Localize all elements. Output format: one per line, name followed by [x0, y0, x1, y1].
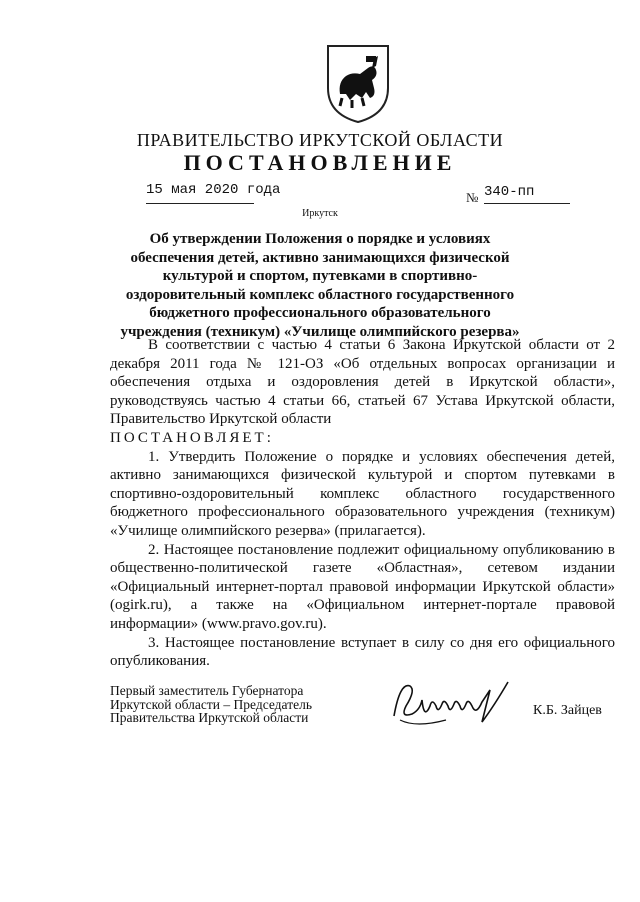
list-item: 2. Настоящее постановление подлежит официальному опубликованию в общественно-политической газете «Областная», сетевом издании «Официальный интернет-портал правовой информации Иркутской области» (ogirk.ru), а также на «Официальном интернет-портале правовой информации» (www.pravo.gov.ru). [110, 541, 615, 632]
number-sign: № [466, 190, 479, 205]
document-body [110, 336, 615, 671]
signer-position-line: Правительства Иркутской области [110, 710, 309, 725]
document-number: 340-пп [484, 184, 535, 200]
list-item: 3. Настоящее постановление вступает в силу со дня его официального опубликования. [110, 634, 615, 670]
resolves-heading: ПОСТАНОВЛЯЕТ: [110, 429, 274, 446]
government-name: ПРАВИТЕЛЬСТВО ИРКУТСКОЙ ОБЛАСТИ [136, 130, 504, 150]
signer-position-line: Иркутской области – Председатель [110, 696, 312, 712]
preamble: В соответствии с частью 4 статьи 6 Закона Иркутской области от 2 декабря 2011 года № 121-ОЗ «Об отдельных вопросах организации и обеспечения отдыха и оздоровления детей в Иркутской области», руководствуясь частью 4 статьи 66, статьей 67 Устава Иркутской области, Правительство Иркутской области [110, 337, 615, 428]
signer-position [110, 684, 350, 725]
number-underline [484, 203, 570, 204]
signer-position-line: Первый заместитель Губернатора [110, 683, 304, 698]
document-title: Об утверждении Положения о порядке и условиях обеспечения детей, активно занимающихся физической культурой и спортом, путевками в спортивно-оздоровительный комплекс областного государственного бюджетного профессионального образовательного учреждения (техникум) «Училище олимпийского резерва» [120, 231, 520, 340]
handwritten-signature [386, 676, 514, 736]
date-underline [146, 203, 254, 204]
signer-name: К.Б. Зайцев [533, 703, 602, 718]
document-city: Иркутск [302, 208, 338, 219]
document-type: ПОСТАНОВЛЕНИЕ [183, 150, 457, 175]
document-date: 15 мая 2020 года [146, 182, 281, 198]
irkutsk-coat-of-arms-icon [322, 42, 394, 124]
list-item: 1. Утвердить Положение о порядке и условиях обеспечения детей, активно занимающихся физической культурой и спортом путевками в спортивно-оздоровительный комплекс областного государственного бюджетного профессионального образовательного учреждения (техникум) «Училище олимпийского резерва» (прилагается). [110, 448, 615, 539]
